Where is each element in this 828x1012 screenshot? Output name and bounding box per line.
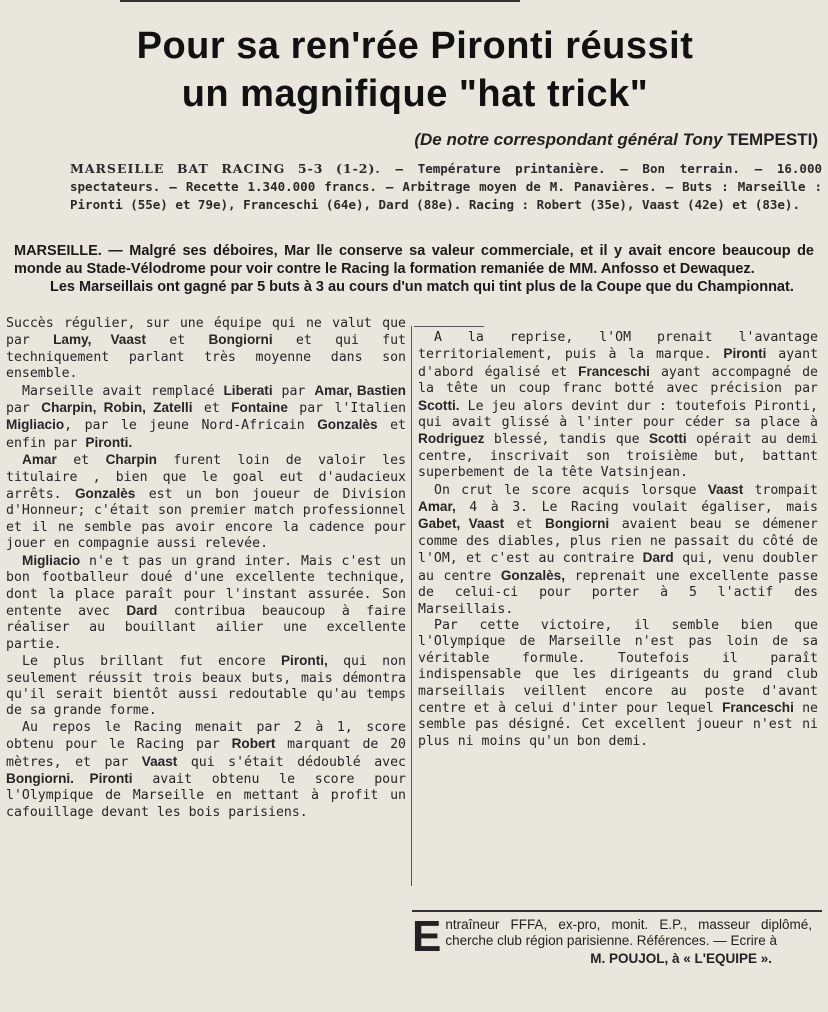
- left-paragraph-6: Au repos le Racing menait par 2 à 1, score obtenu pour le Racing par Robert marquant de 20 mètres, et par Vaast qui s'était dédoublé avec Bongiorni. Pironti avait obtenu le score pour l'Olympique de Marseille en mettant à profit un cafouillage devant les bois parisiens.: [6, 719, 406, 820]
- column-divider: [411, 326, 412, 886]
- ad-rule: [412, 910, 822, 912]
- left-paragraph-4: Migliacio n'e t pas un grand inter. Mais c'est un bon footballeur doué d'une excellente technique, dont la place paraît pour l'instant assurée. Son entente avec Dard contribua beaucoup à faire réaliser au bouillant ailier une excellente partie.: [6, 552, 406, 652]
- ad-text: ntraîneur FFFA, ex-pro, monit. E.P., masseur diplômé, cherche club région parisienne. Références. — Ecrire à: [445, 917, 812, 948]
- match-summary: [70, 160, 822, 214]
- byline: [414, 130, 818, 150]
- intro-paragraph-1: MARSEILLE. — Malgré ses déboires, Mar lle conserve sa valeur commerciale, et il y avait encore beaucoup de monde au Stade-Vélodrome pour voir contre le Racing la formation remaniée de MM. Anfosso et Dewaquez.: [14, 243, 814, 277]
- left-paragraph-1: Succès régulier, sur une équipe qui ne valut que par Lamy, Vaast et Bongiorni et qui fut techniquement parlant très moyenne dans son ensemble.: [6, 316, 406, 382]
- classified-ad: [412, 912, 812, 967]
- right-column: [418, 330, 818, 750]
- top-rule: [120, 0, 520, 2]
- summary-details: — Température printanière. — Bon terrain. — 16.000 spectateurs. — Recette 1.340.000 francs. — Arbitrage moyen de M. Panavières. — Buts : Marseille : Pironti (55e) et 79e), Franceschi (64e), Dard (88e). Racing : Robert (35e), Vaast (42e) et (83e).: [70, 161, 822, 212]
- byline-name: TEMPESTI): [727, 130, 818, 149]
- right-paragraph-2: On crut le score acquis lorsque Vaast trompait Amar, 4 à 3. Le Racing voulait égaliser, mais Gabet, Vaast et Bongiorni avaient beau se démener comme des diables, plus rien ne passait du côté de l'OM, et c'est au contraire Dard qui, venu doubler au centre Gonzalès, reprenait une excellente passe de celui-ci pour porter à 5 l'actif des Marseillais.: [418, 481, 818, 617]
- left-paragraph-3: Amar et Charpin furent loin de valoir les titulaire , bien que le goal eut d'audacieux arrêts. Gonzalès est un bon joueur de Division d'Honneur; c'était son premier match professionnel et il ne semble pas avoir encore la cadence pour jouer en compagnie aussi relevée.: [6, 452, 406, 552]
- left-column: [6, 316, 406, 821]
- byline-text: (De notre correspondant général Tony: [414, 130, 728, 149]
- intro-paragraph-2: Les Marseillais ont gagné par 5 buts à 3 au cours d'un match qui tint plus de la Coupe que du Championnat.: [50, 279, 794, 295]
- right-paragraph-1: A la reprise, l'OM prenait l'avantage territorialement, puis à la marque. Pironti ayant d'abord égalisé et Franceschi ayant accompagné de la tête un coup franc botté avec précision par Scotti. Le jeu alors devint dur : toutefois Pironti, qui avait glissé à l'inter pour céder sa place à Rodriguez blessé, tandis que Scotti opérait au demi centre, inscrivait son troisième but, battant superbement de la tête Vatsinjean.: [418, 330, 819, 481]
- headline-line-2: un magnifique "hat trick": [181, 73, 649, 115]
- article-intro: [14, 242, 814, 296]
- headline: [40, 22, 790, 118]
- ad-contact: M. POUJOL, à « L'EQUIPE ».: [590, 951, 772, 966]
- summary-lead: MARSEILLE BAT RACING 5-3 (1-2).: [70, 161, 381, 176]
- right-paragraph-3: Par cette victoire, il semble bien que l'Olympique de Marseille n'est pas loin de sa véritable formule. Toutefois il paraît indispensable que les dirigeants du grand club marseillais veillent encore au poste d'avant centre et à celui d'inter pour lequel Franceschi ne semble pas désigné. Cet excellent joueur n'est ni plus ni moins qu'un bon demi.: [418, 617, 818, 749]
- left-paragraph-2: Marseille avait remplacé Liberati par Amar, Bastien par Charpin, Robin, Zatelli et Fontaine par l'Italien Migliacio, par le jeune Nord-Africain Gonzalès et enfin par Pironti.: [6, 382, 407, 451]
- ad-dropcap: E: [412, 912, 442, 961]
- column-divider-top: [414, 326, 484, 327]
- headline-line-1: Pour sa ren'rée Pironti réussit: [136, 25, 694, 67]
- left-paragraph-5: Le plus brillant fut encore Pironti, qui non seulement réussit trois beaux buts, mais démontra qu'il serait bientôt aussi redoutable qu'au temps de sa grande forme.: [6, 653, 406, 719]
